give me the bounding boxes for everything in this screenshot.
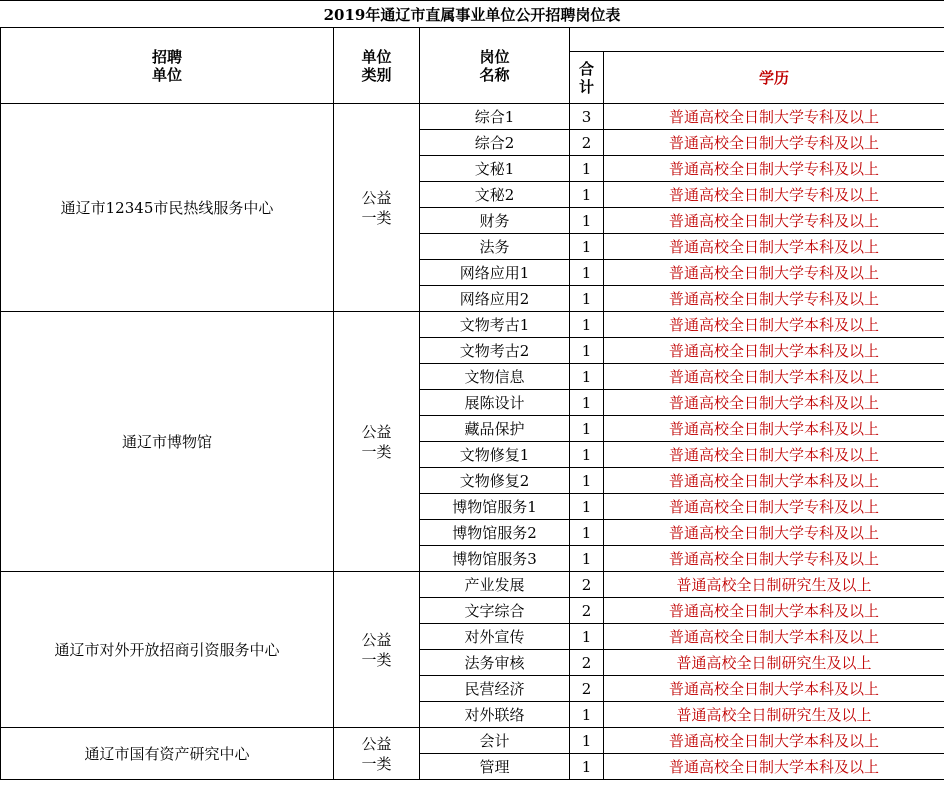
education-requirement: 普通高校全日制研究生及以上	[604, 650, 944, 676]
position-count: 1	[570, 338, 604, 364]
header-position-line1: 岗位	[479, 47, 510, 66]
position-count: 1	[570, 390, 604, 416]
position-name: 网络应用2	[420, 286, 570, 312]
education-requirement: 普通高校全日制大学专科及以上	[604, 286, 944, 312]
unit-category-line2: 一类	[361, 442, 392, 461]
recruitment-table	[0, 27, 944, 780]
table-header	[1, 28, 944, 104]
education-requirement: 普通高校全日制大学专科及以上	[604, 182, 944, 208]
table-row	[1, 312, 944, 338]
header-unit-line1: 招聘	[151, 47, 182, 66]
position-count: 1	[570, 546, 604, 572]
position-count: 2	[570, 650, 604, 676]
position-count: 2	[570, 598, 604, 624]
position-count: 1	[570, 728, 604, 754]
unit-category	[334, 728, 420, 780]
position-name: 文物考古2	[420, 338, 570, 364]
education-requirement: 普通高校全日制大学本科及以上	[604, 364, 944, 390]
position-name: 综合2	[420, 130, 570, 156]
header-spacer	[570, 28, 944, 52]
position-name: 财务	[420, 208, 570, 234]
education-requirement: 普通高校全日制大学专科及以上	[604, 260, 944, 286]
position-name: 网络应用1	[420, 260, 570, 286]
header-position	[420, 28, 570, 104]
unit-name: 通辽市国有资产研究中心	[1, 728, 334, 780]
position-count: 1	[570, 702, 604, 728]
position-count: 1	[570, 416, 604, 442]
unit-category-line1: 公益	[361, 630, 392, 649]
position-count: 1	[570, 468, 604, 494]
education-requirement: 普通高校全日制大学本科及以上	[604, 338, 944, 364]
unit-category-line2: 一类	[361, 650, 392, 669]
unit-category-line1: 公益	[361, 734, 392, 753]
position-count: 1	[570, 364, 604, 390]
education-requirement: 普通高校全日制大学专科及以上	[604, 130, 944, 156]
education-requirement: 普通高校全日制大学专科及以上	[604, 208, 944, 234]
position-name: 对外联络	[420, 702, 570, 728]
position-count: 1	[570, 208, 604, 234]
position-count: 3	[570, 104, 604, 130]
header-unit	[1, 28, 334, 104]
position-count: 1	[570, 624, 604, 650]
position-name: 综合1	[420, 104, 570, 130]
education-requirement: 普通高校全日制研究生及以上	[604, 702, 944, 728]
header-total-line1: 合	[578, 59, 594, 78]
position-count: 1	[570, 182, 604, 208]
unit-category	[334, 312, 420, 572]
position-name: 文物信息	[420, 364, 570, 390]
education-requirement: 普通高校全日制大学本科及以上	[604, 390, 944, 416]
position-name: 会计	[420, 728, 570, 754]
header-education: 学历	[604, 52, 944, 104]
education-requirement: 普通高校全日制大学本科及以上	[604, 312, 944, 338]
unit-category-line1: 公益	[361, 422, 392, 441]
position-name: 博物馆服务1	[420, 494, 570, 520]
position-name: 博物馆服务2	[420, 520, 570, 546]
position-count: 1	[570, 754, 604, 780]
education-requirement: 普通高校全日制大学专科及以上	[604, 104, 944, 130]
header-total-line2: 计	[578, 77, 594, 96]
education-requirement: 普通高校全日制大学本科及以上	[604, 624, 944, 650]
position-name: 文物修复1	[420, 442, 570, 468]
education-requirement: 普通高校全日制大学本科及以上	[604, 728, 944, 754]
position-count: 2	[570, 130, 604, 156]
position-name: 文物修复2	[420, 468, 570, 494]
education-requirement: 普通高校全日制大学本科及以上	[604, 754, 944, 780]
header-category-line1: 单位	[361, 47, 392, 66]
position-name: 民营经济	[420, 676, 570, 702]
unit-name: 通辽市12345市民热线服务中心	[1, 104, 334, 312]
education-requirement: 普通高校全日制大学本科及以上	[604, 676, 944, 702]
position-count: 1	[570, 260, 604, 286]
position-name: 文秘1	[420, 156, 570, 182]
education-requirement: 普通高校全日制大学本科及以上	[604, 598, 944, 624]
position-name: 展陈设计	[420, 390, 570, 416]
position-count: 1	[570, 494, 604, 520]
unit-category-line2: 一类	[361, 208, 392, 227]
education-requirement: 普通高校全日制研究生及以上	[604, 572, 944, 598]
position-count: 1	[570, 312, 604, 338]
position-count: 2	[570, 676, 604, 702]
position-name: 藏品保护	[420, 416, 570, 442]
position-count: 1	[570, 442, 604, 468]
position-count: 1	[570, 156, 604, 182]
unit-category-line1: 公益	[361, 188, 392, 207]
education-requirement: 普通高校全日制大学本科及以上	[604, 234, 944, 260]
header-category-line2: 类别	[361, 65, 392, 84]
header-position-line2: 名称	[479, 65, 510, 84]
position-name: 法务审核	[420, 650, 570, 676]
position-count: 1	[570, 286, 604, 312]
page-title: 2019年通辽市直属事业单位公开招聘岗位表	[0, 0, 944, 28]
education-requirement: 普通高校全日制大学本科及以上	[604, 416, 944, 442]
position-count: 2	[570, 572, 604, 598]
education-requirement: 普通高校全日制大学专科及以上	[604, 520, 944, 546]
table-row	[1, 572, 944, 598]
position-name: 管理	[420, 754, 570, 780]
position-name: 产业发展	[420, 572, 570, 598]
table-row	[1, 104, 944, 130]
unit-category	[334, 104, 420, 312]
position-name: 法务	[420, 234, 570, 260]
header-category	[334, 28, 420, 104]
position-count: 1	[570, 234, 604, 260]
position-name: 文字综合	[420, 598, 570, 624]
unit-name: 通辽市对外开放招商引资服务中心	[1, 572, 334, 728]
education-requirement: 普通高校全日制大学本科及以上	[604, 442, 944, 468]
position-name: 文物考古1	[420, 312, 570, 338]
education-requirement: 普通高校全日制大学专科及以上	[604, 546, 944, 572]
table-body	[1, 104, 944, 780]
unit-category	[334, 572, 420, 728]
education-requirement: 普通高校全日制大学本科及以上	[604, 468, 944, 494]
table-row	[1, 728, 944, 754]
education-requirement: 普通高校全日制大学专科及以上	[604, 156, 944, 182]
position-name: 文秘2	[420, 182, 570, 208]
position-name: 博物馆服务3	[420, 546, 570, 572]
unit-category-line2: 一类	[361, 754, 392, 773]
header-unit-line2: 单位	[151, 65, 182, 84]
header-total	[570, 52, 604, 104]
education-requirement: 普通高校全日制大学专科及以上	[604, 494, 944, 520]
unit-name: 通辽市博物馆	[1, 312, 334, 572]
position-name: 对外宣传	[420, 624, 570, 650]
position-count: 1	[570, 520, 604, 546]
